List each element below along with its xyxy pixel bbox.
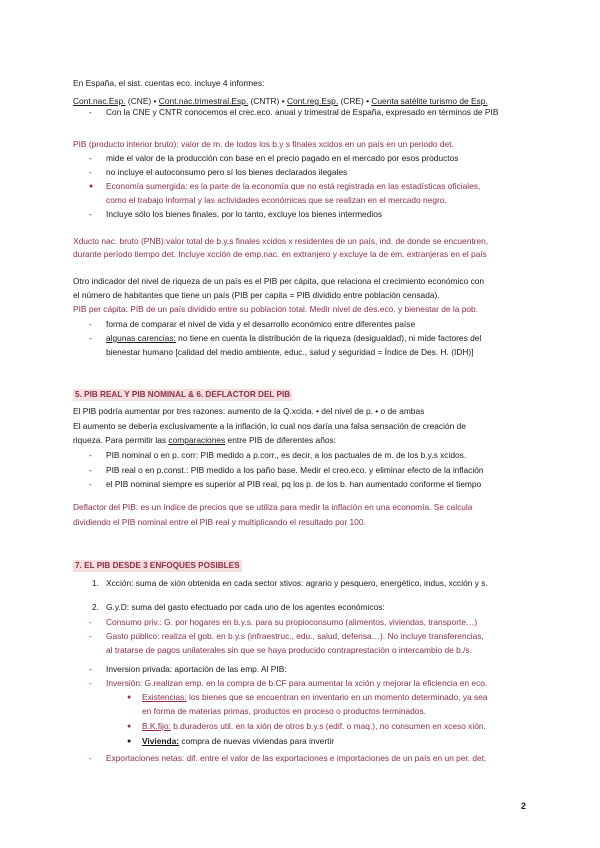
section5-line-3 bbox=[73, 435, 336, 446]
dot-bullet: ● bbox=[127, 738, 132, 745]
comparaciones-link: comparaciones bbox=[168, 435, 226, 445]
existencias-text: los bienes que se encuentran en inventario en un momento determinado, ya sea bbox=[186, 692, 488, 702]
dash-bullet: - bbox=[89, 450, 92, 460]
pib-compare-item: el PIB nominal siempre es superior al PIB real, pq los p. de los b. han aumentado conforme el tiempo bbox=[106, 479, 482, 489]
dash-bullet: - bbox=[89, 753, 92, 763]
percapita-item-1: forma de comparar el nivel de vida y el desarrollo económico entre diferentes paíse bbox=[106, 319, 416, 329]
gasto-approach: G.y.D: suma del gasto efectuado por cada uno de los agentes económicos: bbox=[106, 602, 385, 612]
bk-fijo-label: B.K.fijo: bbox=[142, 721, 171, 731]
pnb-line-2: durante período tiempo det. Incluye xcción de emp.nac. en extranjero y excluye la de em. extranjeras en el país bbox=[73, 249, 487, 259]
carencias-text: no tiene en cuenta la distribución de la riqueza (desigualdad), ni mide factores del bbox=[175, 333, 482, 343]
dash-bullet: - bbox=[89, 617, 92, 627]
dash-bullet: - bbox=[89, 631, 92, 641]
cntr-link: Cont.nac.trimestral.Esp. bbox=[158, 96, 249, 106]
pib-item-3a: Economía sumergida: es la parte de la economía que no está registrada en las estadísticas oficiales, bbox=[106, 181, 481, 191]
dash-bullet: - bbox=[89, 333, 92, 343]
dash-bullet: - bbox=[89, 678, 92, 688]
sep-3: (CRE) • bbox=[338, 96, 372, 106]
l3c: entre PIB de diferentes años: bbox=[225, 435, 337, 445]
dot-bullet: ● bbox=[89, 183, 94, 190]
existencias-2: en forma de materias primas, productos en proceso o productos terminados. bbox=[142, 706, 426, 716]
intro-line-1: En España, el sist. cuentas eco. incluye 4 informes: bbox=[73, 78, 265, 88]
pib-nominal-item: PIB nominal o en p. corr: PIB medido a p.corr., es decir, a los pactuales de m. de los b.y.s xcidos. bbox=[106, 450, 467, 460]
dash-bullet: - bbox=[89, 209, 92, 219]
dash-bullet: - bbox=[89, 319, 92, 329]
pib-title: PIB (producto interior bruto): valor de m. de todos los b.y s finales xcidos en un país en un periodo det. bbox=[73, 139, 454, 149]
dot-bullet: ● bbox=[127, 694, 132, 701]
dot-bullet: ● bbox=[127, 723, 132, 730]
pnb-line-1: Xducto nac. bruto (PNB):valor total de b.y.s finales xcidos x residentes de un país, ind. de donde se encuentren, bbox=[73, 236, 489, 246]
percapita-item-2a bbox=[106, 333, 481, 344]
existencias-label: Existencias: bbox=[142, 692, 187, 702]
cne-link: Cont.nac.Esp. bbox=[73, 96, 126, 106]
num-1: 1. bbox=[92, 578, 99, 588]
intro-line-2 bbox=[73, 96, 488, 107]
carencias-label: algunas carencias: bbox=[106, 333, 176, 343]
consumo-privado: Consumo priv.: G. por hogares en b.y.s. para su propioconsumo (alimentos, viviendas, transporte…) bbox=[106, 617, 478, 627]
section7-heading: 7. EL PIB DESDE 3 ENFOQUES POSIBLES bbox=[75, 561, 240, 570]
pib-item-3b: como el trabajo informal y las actividades económicas que se realizan en el mercado negro. bbox=[106, 195, 447, 205]
gasto-publico-2: al tratarse de pagos unilaterales sin que se haya producido contraprestación o intercambio de b./s. bbox=[106, 645, 472, 655]
vivienda bbox=[142, 736, 334, 747]
dash-bullet: - bbox=[89, 107, 92, 117]
pib-item-2: no incluye el autoconsumo pero sí los bienes declarados ilegales bbox=[106, 167, 348, 177]
xccion-approach: Xcción: suma de xión obtenida en cada sector xtivos: agrario y pesquero, energético, indus, xcción y s. bbox=[106, 578, 488, 588]
existencias-1 bbox=[142, 692, 487, 703]
sep-1: (CNE) • bbox=[125, 96, 159, 106]
inversion: Inversión: G.realizan emp. en la compra de b.CF para aumentar la xción y mejorar la eficiencia en eco. bbox=[106, 678, 488, 688]
deflactor-line-1: Deflactor del PIB: es un índice de precios que se utiliza para medir la inflación en una economía. Se calcula bbox=[73, 502, 473, 512]
vivienda-text: compra de nuevas viviendas para invertir bbox=[179, 736, 335, 746]
dash-bullet: - bbox=[89, 167, 92, 177]
percapita-line-3: PIB per cápita: PIB de un país dividido entre su población total. Medir nivel de des.eco. y bienestar de la pob. bbox=[73, 304, 479, 314]
intro-line-3: Con la CNE y CNTR conocemos el crec.eco. anual y trimestral de España, expresado en términos de PIB bbox=[106, 107, 499, 117]
dash-bullet: - bbox=[89, 664, 92, 674]
cuenta-satelite-link: Cuenta satélite turismo de Esp. bbox=[371, 96, 488, 106]
dash-bullet: - bbox=[89, 479, 92, 489]
deflactor-line-2: dividiendo el PIB nominal entre el PIB real y multiplicando el resultado por 100. bbox=[73, 517, 366, 527]
exportaciones-netas: Exportaciones netas: dif. entre el valor de las exportaciones e importaciones de un país en un per. det. bbox=[106, 753, 487, 763]
vivienda-label: Vivienda: bbox=[142, 736, 180, 746]
section5-line-1: El PIB podría aumentar por tres razones: aumento de la Q.xcida. • del nivel de p. • o de ambas bbox=[73, 406, 425, 416]
inversion-privada: Inversion privada: aportación de las emp. Al PIB: bbox=[106, 664, 287, 674]
gasto-publico-1: Gasto público: realiza el gob. en b.y.s (infraestruc., edu., salud, defensa…). No incluye transferencias, bbox=[106, 631, 484, 641]
cre-link: Cont.reg.Esp. bbox=[286, 96, 339, 106]
section5-heading: 5. PIB REAL Y PIB NOMINAL & 6. DEFLACTOR DEL PIB bbox=[75, 390, 291, 399]
percapita-item-2b: bienestar humano [calidad del medio ambiente, educ., salud y seguridad = Índice de Des. H. (IDH)] bbox=[106, 347, 474, 357]
bk-fijo-text: b.duraderos util. en la xión de otros b.y.s (edif. o maq.), no consumen en xceso xión. bbox=[170, 721, 486, 731]
num-2: 2. bbox=[92, 602, 99, 612]
pib-real-item: PIB real o en p.const.: PIB medido a los paño base. Medir el creo.eco. y eliminar efecto de la inflación bbox=[106, 465, 484, 475]
percapita-line-1: Otro indicador del nivel de riqueza de un país es el PIB per cápita, que relaciona el crecimiento económico con bbox=[73, 276, 485, 286]
dash-bullet: - bbox=[89, 465, 92, 475]
pib-item-1: mide el valor de la producción con base en el precio pagado en el mercado por esos productos bbox=[106, 153, 459, 163]
bk-fijo bbox=[142, 721, 486, 732]
section5-line-2: El aumento se debería exclusivamente a la inflación, lo cual nos daría una falsa sensación de creación de bbox=[73, 421, 466, 431]
page-number: 2 bbox=[521, 801, 527, 811]
percapita-line-2: el número de habitantes que tiene un país (PIB per capita = PIB dividido entre población censada). bbox=[73, 290, 440, 300]
pib-item-4: Incluye sólo los bienes finales, por lo tanto, excluye los bienes intermedios bbox=[106, 209, 383, 219]
l3a: riqueza. Para permitir las bbox=[73, 435, 169, 445]
dash-bullet: - bbox=[89, 153, 92, 163]
sep-2: (CNTR) • bbox=[248, 96, 287, 106]
